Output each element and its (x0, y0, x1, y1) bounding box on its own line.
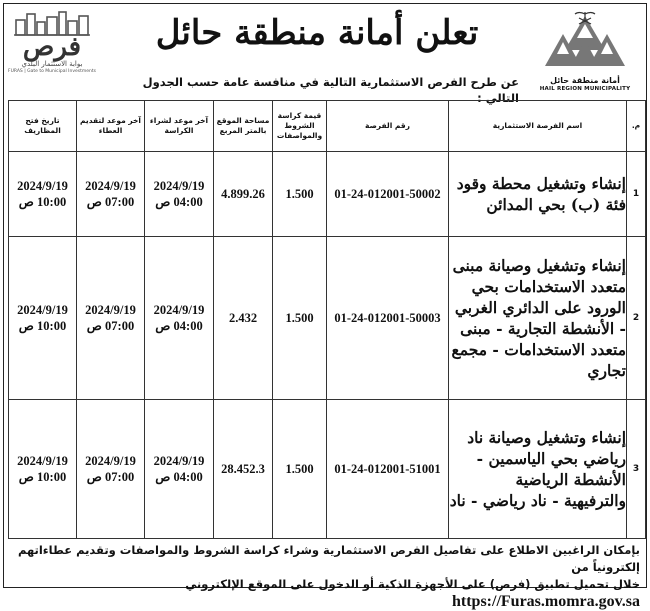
bid-deadline (77, 152, 145, 237)
col-header-no: م. (627, 101, 646, 152)
col-header-open-date: تاريخ فتح المظاريف (9, 101, 77, 152)
open-date (9, 237, 77, 400)
open-date-time: 10:00 ص (18, 319, 67, 333)
opportunities-table (8, 100, 646, 539)
palm-swords-triangles-icon (535, 10, 635, 72)
buy-deadline-time: 04:00 ص (155, 195, 203, 209)
buy-deadline (145, 152, 214, 237)
table-row (9, 400, 646, 539)
open-date-date: 2024/9/19 (17, 454, 68, 468)
row-number: 1 (627, 152, 646, 237)
booklet-price: 1.500 (273, 152, 327, 237)
row-number: 3 (627, 400, 646, 539)
opportunity-number: 01-24-012001-51001 (327, 400, 449, 539)
footer-line-2: خلال تحميل تطبيق (فرص) على الأجهزة الذكية أو الدخول على الموقع الإلكتروني (185, 577, 640, 591)
row-number: 2 (627, 237, 646, 400)
hail-logo-name-ar: أمانة منطقة حائل (550, 76, 620, 85)
page-title: تعلن أمانة منطقة حائل (155, 13, 479, 53)
open-date (9, 400, 77, 539)
col-header-price: قيمة كراسة الشروط والمواصفات (273, 101, 327, 152)
furas-logo-subtitle-ar: بوابة الاستثمار البلدي (21, 60, 83, 68)
table-row (9, 152, 646, 237)
opportunity-name: إنشاء وتشغيل وصيانة مبنى متعدد الاستخدامات بحي الورود على الدائري الغربي - الأنشطة التجارية - مبنى متعدد الاستخدامات - مجمع تجاري (449, 237, 627, 400)
open-date (9, 152, 77, 237)
open-date-date: 2024/9/19 (17, 179, 68, 193)
hail-municipality-logo (531, 10, 639, 94)
bid-deadline (77, 400, 145, 539)
booklet-price: 1.500 (273, 237, 327, 400)
opportunity-number: 01-24-012001-50003 (327, 237, 449, 400)
booklet-price: 1.500 (273, 400, 327, 539)
bid-deadline-date: 2024/9/19 (85, 303, 136, 317)
furas-logo-word: فرص (22, 32, 82, 62)
announcement-page (3, 3, 647, 610)
furas-website-link[interactable]: https://Furas.momra.gov.sa (452, 593, 640, 610)
buy-deadline-date: 2024/9/19 (153, 179, 205, 193)
bid-deadline-date: 2024/9/19 (85, 179, 136, 193)
header (4, 4, 645, 105)
site-area: 4.899.26 (214, 152, 273, 237)
open-date-time: 10:00 ص (18, 195, 67, 209)
table-row (9, 237, 646, 400)
col-header-buy-deadline: آخر موعد لشراء الكراسة (145, 101, 214, 152)
bid-deadline-date: 2024/9/19 (85, 454, 136, 468)
site-area: 28.452.3 (214, 400, 273, 539)
opportunity-name: إنشاء وتشغيل وصيانة ناد رياضي بحي الياسمين - الأنشطة الرياضية والترفيهية - ناد رياضي - ناد (449, 400, 627, 539)
col-header-bid-deadline: آخر موعد لتقديم العطاء (77, 101, 145, 152)
page-subtitle: عن طرح الفرص الاستثمارية التالية في منافسة عامة حسب الجدول التالي : (142, 75, 519, 105)
buy-deadline (145, 400, 214, 539)
table-header-row (9, 101, 646, 152)
footer-line-2-wrapper (10, 576, 640, 611)
opportunity-name: إنشاء وتشغيل محطة وقود فئة (ب) بحي المدائن (449, 152, 627, 237)
furas-logo (8, 10, 96, 96)
col-header-name: اسم الفرصة الاستثمارية (449, 101, 627, 152)
furas-logo-subtitle-en: FURAS | Gate to Municipal Investments (8, 69, 96, 74)
open-date-time: 10:00 ص (18, 470, 67, 484)
bid-deadline-time: 07:00 ص (86, 470, 135, 484)
buy-deadline-date: 2024/9/19 (153, 454, 205, 468)
buy-deadline-time: 04:00 ص (155, 319, 203, 333)
bid-deadline-time: 07:00 ص (86, 195, 135, 209)
opportunity-number: 01-24-012001-50002 (327, 152, 449, 237)
buy-deadline-date: 2024/9/19 (153, 303, 205, 317)
footer-line-1: بإمكان الراغبين الاطلاع على تفاصيل الفرص الاستثمارية وشراء كراسة الشروط والمواصفات وتقديم عطاءاتهم إلكترونياً من (17, 543, 640, 574)
col-header-area: مساحة الموقع بالمتر المربع (214, 101, 273, 152)
site-area: 2.432 (214, 237, 273, 400)
bid-deadline (77, 237, 145, 400)
open-date-date: 2024/9/19 (17, 303, 68, 317)
footer-note (10, 542, 640, 611)
bid-deadline-time: 07:00 ص (86, 319, 135, 333)
hail-logo-name-en: HAIL REGION MUNICIPALITY (539, 86, 631, 92)
buy-deadline-time: 04:00 ص (155, 470, 203, 484)
buy-deadline (145, 237, 214, 400)
col-header-opp-no: رقم الفرصة (327, 101, 449, 152)
